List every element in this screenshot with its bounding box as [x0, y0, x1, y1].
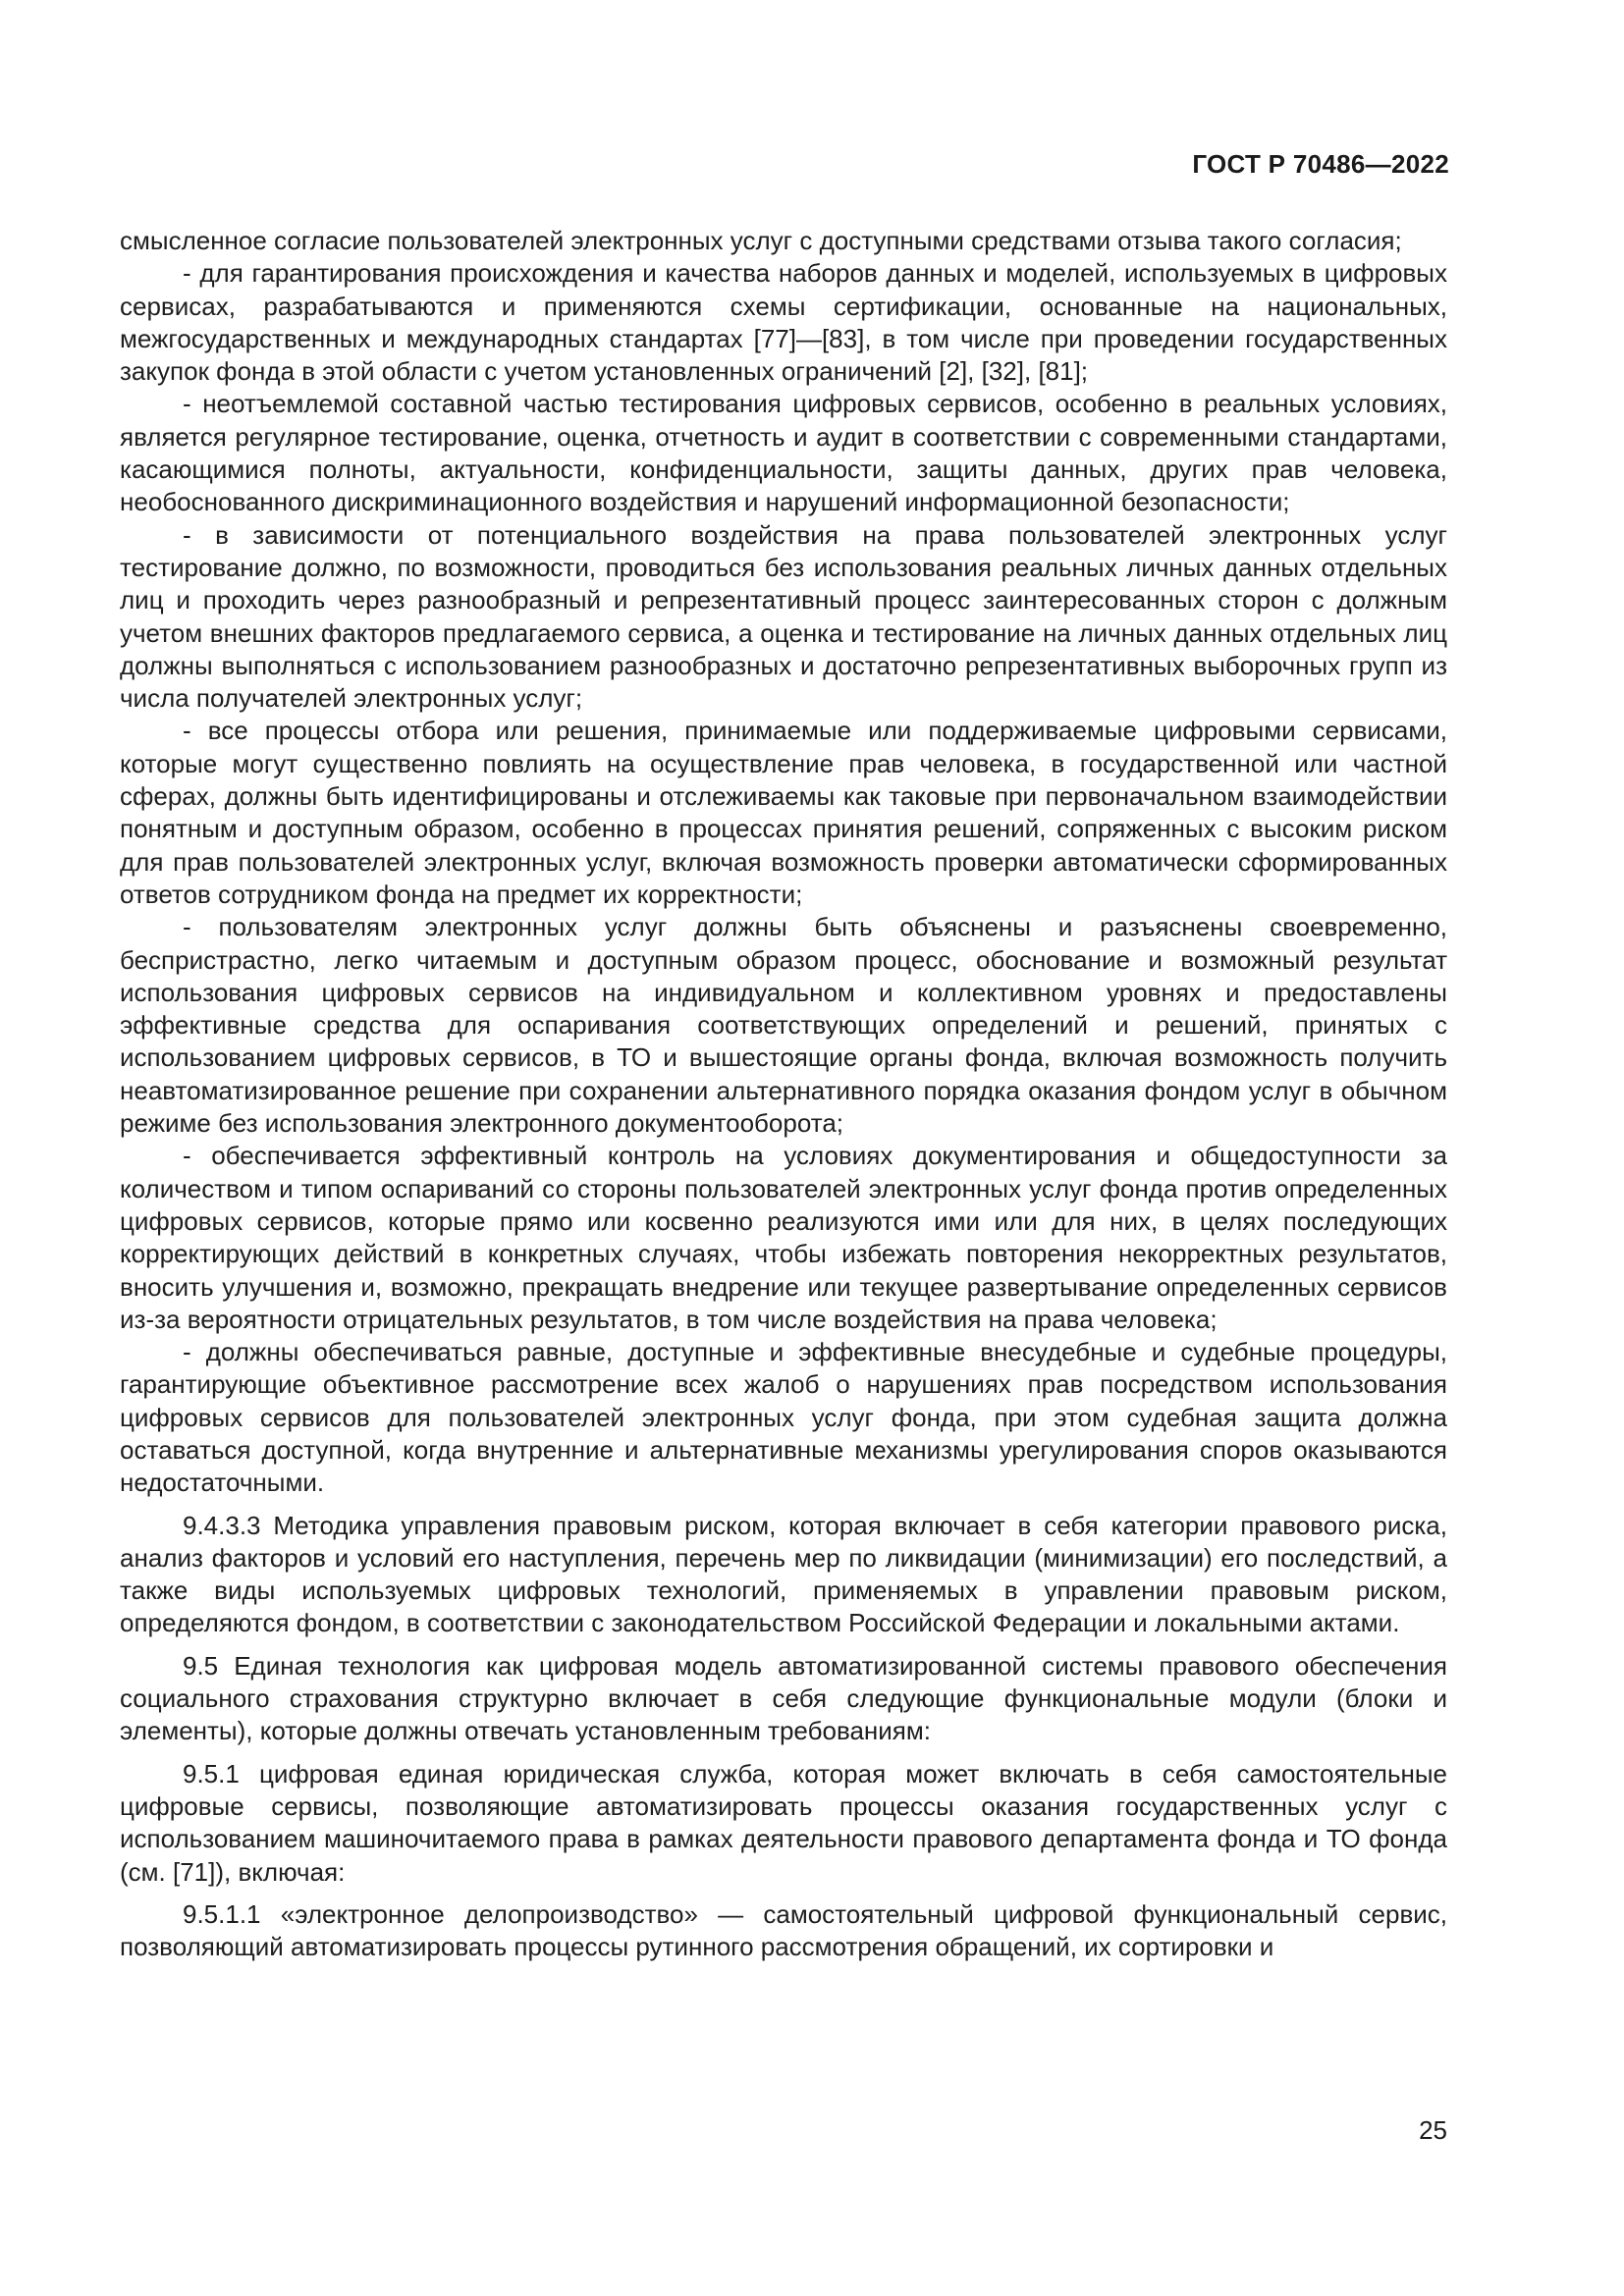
document-standard-id: ГОСТ Р 70486—2022: [1192, 149, 1449, 179]
clause-9-5-1-1: 9.5.1.1 «электронное делопроизводство» — самостоятельный цифровой функциональный сервис, позволяющий автоматизировать процессы рутинного рассмотрения обращений, их сортировки и: [120, 1898, 1447, 1962]
list-item-testing-audit: - неотъемлемой составной частью тестирования цифровых сервисов, особенно в реальных условиях, является регулярное тестирование, оценка, отчетность и аудит в соответствии с современными стандартами, касающимися полноты, актуальности, конфиденциальности, защиты данных, других прав человека, необоснованного дискриминационного воздействия и нарушений информационной безопасности;: [120, 389, 1447, 517]
list-item-decision-identification: - все процессы отбора или решения, принимаемые или поддерживаемые цифровыми сервисами, которые могут существенно повлиять на осуществление прав человека, в государственной или частной сферах, должны быть идентифицированы и отслеживаемы как таковые при первоначальном взаимодействии понятным и доступным образом, особенно в процессах принятия решений, сопряженных с высоким риском для прав пользователей электронных услуг, включая возможность проверки автоматически сформированных ответов сотрудником фонда на предмет их корректности;: [120, 716, 1447, 909]
clause-9-5-1: 9.5.1 цифровая единая юридическая служба, которая может включать в себя самостоятельные цифровые сервисы, позволяющие автоматизировать процессы оказания государственных услуг с использованием машиночитаемого права в рамках деятельности правового департамента фонда и ТО фонда (см. [71]), включая:: [120, 1758, 1447, 1887]
list-item-judicial-procedures: - должны обеспечиваться равные, доступные и эффективные внесудебные и судебные процедуры, гарантирующие объективное рассмотрение всех жалоб о нарушениях прав посредством использования цифровых сервисов для пользователей электронных услуг фонда, при этом судебная защита должна оставаться доступной, когда внутренние и альтернативные механизмы урегулирования споров оказываются недостаточными.: [120, 1337, 1447, 1498]
list-item-challenge-control: - обеспечивается эффективный контроль на условиях документирования и общедоступности за количеством и типом оспариваний со стороны пользователей электронных услуг фонда против определенных цифровых сервисов, которые прямо или косвенно реализуются ими или для них, в целях последующих корректирующих действий в конкретных случаях, чтобы избежать повторения некорректных результатов, вносить улучшения и, возможно, прекращать внедрение или текущее развертывание определенных сервисов из-за вероятности отрицательных результатов, в том числе воздействия на права человека;: [120, 1141, 1447, 1334]
clause-9-4-3-3: 9.4.3.3 Методика управления правовым риском, которая включает в себя категории правового риска, анализ факторов и условий его наступления, перечень мер по ликвидации (минимизации) его последствий, а также виды используемых цифровых технологий, применяемых в управлении правовым риском, определяются фондом, в соответствии с законодательством Российской Федерации и локальными актами.: [120, 1510, 1447, 1638]
list-item-testing-personal-data: - в зависимости от потенциального воздействия на права пользователей электронных услуг тестирование должно, по возможности, проводиться без использования реальных личных данных отдельных лиц и проходить через разнообразный и репрезентативный процесс заинтересованных сторон с должным учетом внешних факторов предлагаемого сервиса, а оценка и тестирование на личных данных отдельных лиц должны выполняться с использованием разнообразных и достаточно репрезентативных выборочных групп из числа получателей электронных услуг;: [120, 519, 1447, 714]
list-item-dataset-certification: - для гарантирования происхождения и качества наборов данных и моделей, используемых в цифровых сервисах, разрабатываются и применяются схемы сертификации, основанные на национальных, межгосударственных и международных стандартах [77]—[83], в том числе при проведении государственных закупок фонда в этой области с учетом установленных ограничений [2], [32], [81];: [120, 258, 1447, 387]
paragraph-continuation: смысленное согласие пользователей электронных услуг с доступными средствами отзыва такого согласия;: [120, 226, 1402, 255]
list-item-explanation-to-users: - пользователям электронных услуг должны быть объяснены и разъяснены своевременно, беспристрастно, легко читаемым и доступным образом процесс, обоснование и возможный результат использования цифровых сервисов на индивидуальном и коллективном уровнях и предоставлены эффективные средства для оспаривания соответствующих определений и решений, принятых с использованием цифровых сервисов, в ТО и вышестоящие органы фонда, включая возможность получить неавтоматизированное решение при сохранении альтернативного порядка оказания фондом услуг в обычном режиме без использования электронного документооборота;: [120, 912, 1447, 1139]
clause-9-5: 9.5 Единая технология как цифровая модель автоматизированной системы правового обеспечения социального страхования структурно включает в себя следующие функциональные модули (блоки и элементы), которые должны отвечать установленным требованиям:: [120, 1650, 1447, 1746]
document-body: [120, 225, 1447, 1963]
page-number: 25: [1419, 2115, 1447, 2145]
